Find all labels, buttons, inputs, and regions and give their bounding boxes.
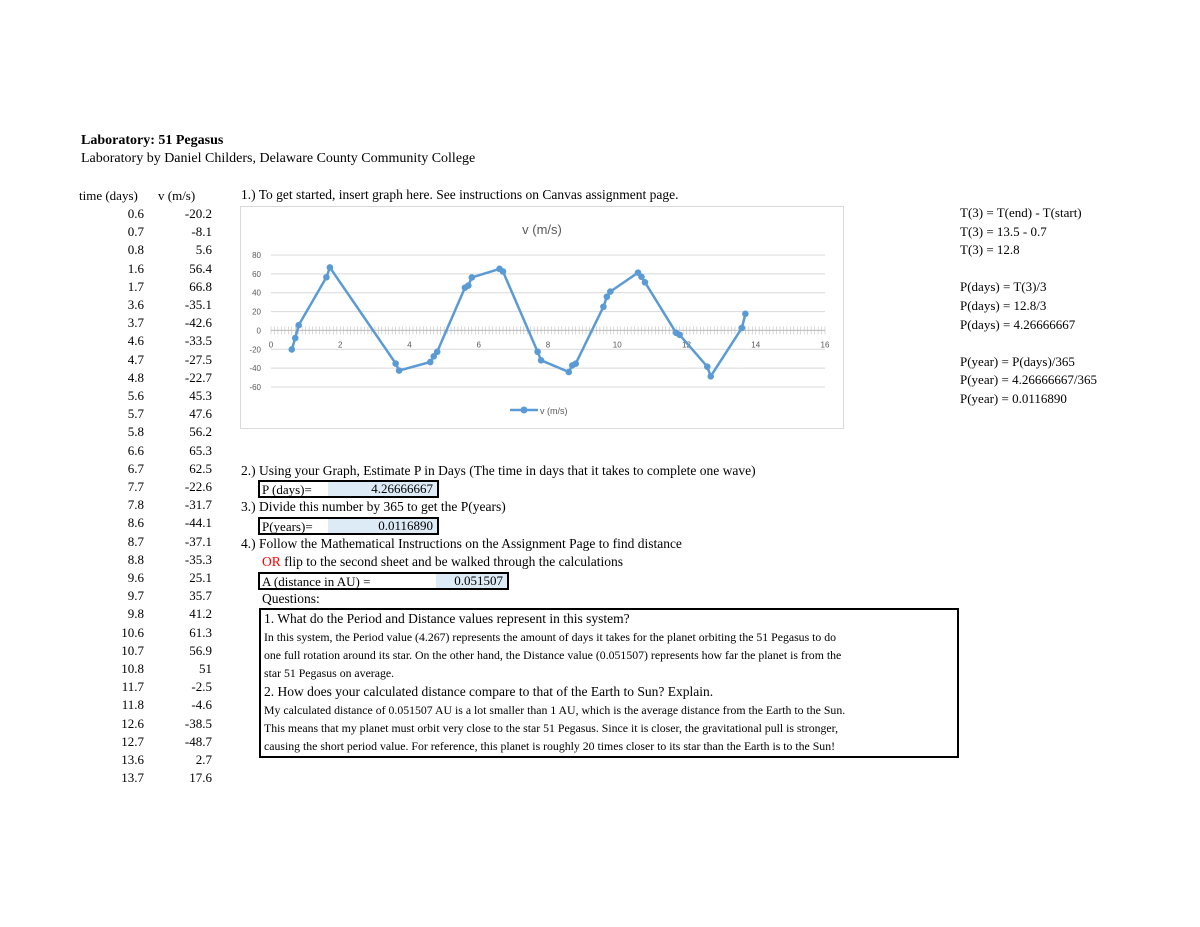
time-cell: 5.6	[127, 388, 144, 403]
data-point	[600, 303, 607, 310]
velocity-cell: -35.3	[184, 551, 212, 567]
velocity-cell: -48.7	[184, 733, 212, 749]
velocity-cell: -8.1	[191, 224, 212, 240]
data-point	[565, 369, 572, 376]
velocity-cell: 35.7	[189, 588, 212, 604]
calculation-line: T(3) = T(end) - T(start)	[960, 205, 1082, 220]
step-2-instruction: 2.) Using your Graph, Estimate P in Days (The time in days that it takes to complete one wave)	[241, 463, 756, 478]
page-subtitle: Laboratory by Daniel Childers, Delaware County Community College	[81, 151, 476, 166]
data-point	[642, 279, 649, 286]
data-point	[676, 331, 683, 338]
calculation-line: P(year) = 0.0116890	[960, 391, 1067, 406]
step-4-instruction: 4.) Follow the Mathematical Instructions on the Assignment Page to find distance	[241, 536, 682, 551]
y-tick-label: 20	[252, 307, 261, 317]
page-title: Laboratory: 51 Pegasus	[81, 133, 224, 148]
answer-1-line-3: star 51 Pegasus on average.	[264, 666, 395, 680]
x-tick-label: 6	[476, 340, 481, 350]
data-point	[534, 348, 541, 355]
p-years-label: P(years)=	[262, 519, 313, 534]
answer-1-line-2: one full rotation around its star. On the other hand, the Distance value (0.051507) represents how far the planet is from the	[264, 648, 842, 662]
calculation-line: P(year) = P(days)/365	[960, 353, 1075, 369]
y-tick-label: -20	[249, 345, 261, 355]
time-cell: 1.7	[127, 278, 144, 294]
distance-label: A (distance in AU) =	[262, 574, 371, 589]
data-point	[323, 274, 330, 281]
data-point	[396, 367, 403, 374]
time-cell: 12.6	[121, 715, 144, 731]
time-cell: 9.7	[127, 588, 144, 604]
distance-box	[258, 572, 509, 590]
velocity-cell: 62.5	[189, 460, 212, 476]
or-rest: flip to the second sheet and be walked through the calculations	[280, 554, 624, 569]
series-line	[292, 267, 746, 376]
velocity-cell: -31.7	[184, 497, 212, 513]
x-tick-label: 2	[338, 340, 343, 350]
time-cell: 11.8	[121, 697, 144, 713]
velocity-cell: 45.3	[189, 388, 212, 403]
velocity-cell: 2.7	[195, 752, 212, 767]
y-tick-label: 80	[252, 251, 261, 260]
time-cell: 1.6	[127, 260, 144, 276]
step-4-alternative	[262, 554, 623, 570]
data-point	[392, 360, 399, 367]
data-point	[572, 360, 579, 367]
x-tick-label: 0	[268, 340, 274, 350]
velocity-cell: -4.6	[191, 697, 212, 713]
data-point	[327, 264, 334, 271]
velocity-cell: 65.3	[189, 442, 212, 458]
time-cell: 8.6	[127, 515, 144, 531]
x-tick-label: 8	[545, 340, 551, 350]
velocity-cell: 5.6	[195, 242, 212, 258]
time-cell: 0.8	[127, 242, 144, 258]
time-cell: 9.6	[127, 570, 144, 585]
questions-box	[259, 608, 959, 758]
velocity-cell: 61.3	[189, 624, 212, 640]
time-cell: 13.6	[121, 752, 144, 767]
time-cell: 0.6	[127, 206, 144, 221]
calculation-line: T(3) = 12.8	[960, 242, 1020, 258]
time-cell: 10.8	[121, 661, 144, 676]
data-point	[607, 288, 614, 295]
velocity-cell: -42.6	[184, 315, 212, 331]
velocity-cell: 25.1	[189, 570, 212, 585]
time-cell: 13.7	[121, 770, 144, 786]
data-point	[427, 359, 434, 366]
col-header-velocity: v (m/s)	[158, 188, 196, 203]
velocity-chart	[240, 206, 844, 429]
data-point	[739, 325, 746, 332]
velocity-cell: 56.4	[189, 260, 212, 276]
calculation-line: P(days) = T(3)/3	[960, 279, 1047, 295]
data-point	[465, 282, 472, 289]
distance-value[interactable]: 0.051507	[436, 574, 507, 588]
velocity-cell: -2.5	[191, 679, 212, 695]
time-cell: 4.7	[127, 351, 144, 367]
velocity-cell: -37.1	[184, 533, 212, 549]
time-cell: 7.7	[127, 479, 144, 494]
or-word: OR	[262, 554, 281, 569]
velocity-cell: -33.5	[184, 333, 212, 349]
data-point	[538, 357, 545, 364]
calculation-line: P(days) = 4.26666667	[960, 316, 1076, 332]
time-cell: 5.8	[127, 424, 144, 440]
time-cell: 11.7	[121, 679, 144, 695]
data-point	[469, 274, 476, 281]
calculation-line: T(3) = 13.5 - 0.7	[960, 223, 1047, 239]
p-years-box	[258, 517, 439, 535]
chart-series	[288, 264, 748, 380]
p-days-box	[258, 480, 439, 498]
velocity-cell: 66.8	[189, 278, 212, 294]
time-cell: 6.7	[127, 460, 144, 476]
time-cell: 3.7	[127, 315, 144, 331]
p-years-value[interactable]: 0.0116890	[328, 519, 437, 533]
step-3-instruction: 3.) Divide this number by 365 to get the P(years)	[241, 499, 506, 514]
time-cell: 8.8	[127, 551, 144, 567]
velocity-cell: -22.7	[184, 369, 212, 385]
y-tick-label: 60	[252, 269, 261, 279]
velocity-cell: 56.9	[189, 642, 212, 658]
data-point	[434, 349, 441, 356]
data-point	[500, 268, 507, 275]
velocity-cell: 51	[199, 661, 212, 676]
y-tick-label: -60	[249, 383, 261, 392]
chart-legend	[510, 406, 568, 416]
x-tick-label: 10	[612, 340, 622, 350]
x-tick-label: 12	[682, 340, 691, 350]
time-cell: 4.6	[127, 333, 144, 349]
time-cell: 12.7	[121, 733, 144, 749]
chart-svg	[241, 207, 843, 428]
p-days-label: P (days)=	[262, 482, 312, 497]
time-cell: 9.8	[127, 606, 144, 622]
y-tick-label: 40	[252, 288, 261, 298]
data-point	[704, 363, 711, 370]
data-point	[295, 322, 302, 329]
velocity-cell: -20.2	[184, 206, 212, 221]
velocity-cell: -44.1	[184, 515, 212, 531]
time-cell: 5.7	[127, 406, 144, 422]
answer-1-line-1: In this system, the Period value (4.267) represents the amount of days it takes for the planet orbiting the 51 Pegasus to do	[264, 630, 837, 644]
answer-2-line-3: causing the short period value. For reference, this planet is roughly 20 times closer to its star than the Earth is to the Sun!	[264, 739, 836, 753]
velocity-cell: 41.2	[189, 606, 212, 622]
time-cell: 6.6	[127, 442, 144, 458]
time-cell: 4.8	[127, 369, 144, 385]
step-1-instruction: 1.) To get started, insert graph here. See instructions on Canvas assignment page.	[241, 187, 679, 202]
time-cell: 8.7	[127, 533, 144, 549]
chart-gridlines	[268, 255, 825, 387]
data-point	[288, 346, 295, 353]
calculation-line: P(year) = 4.26666667/365	[960, 372, 1097, 388]
velocity-cell: -22.6	[184, 479, 212, 494]
time-cell: 0.7	[127, 224, 144, 240]
time-cell: 10.6	[121, 624, 144, 640]
x-tick-label: 4	[407, 340, 412, 350]
p-days-value[interactable]: 4.26666667	[328, 482, 437, 496]
velocity-cell: 47.6	[189, 406, 212, 422]
questions-label: Questions:	[262, 591, 320, 606]
time-cell: 7.8	[127, 497, 144, 513]
question-1: 1. What do the Period and Distance values represent in this system?	[264, 611, 630, 626]
velocity-cell: -27.5	[184, 351, 212, 367]
data-point	[292, 335, 299, 342]
question-2: 2. How does your calculated distance compare to that of the Earth to Sun? Explain.	[264, 684, 714, 699]
y-tick-label: 0	[256, 326, 261, 336]
answer-2-line-1: My calculated distance of 0.051507 AU is a lot smaller than 1 AU, which is the average distance from the Earth to the Sun.	[264, 703, 846, 717]
y-tick-label: -40	[249, 364, 261, 374]
legend-marker	[521, 407, 528, 414]
velocity-cell: 56.2	[189, 424, 212, 440]
data-point	[742, 311, 749, 318]
velocity-cell: -38.5	[184, 715, 212, 731]
data-point	[707, 373, 714, 380]
answer-2-line-2: This means that my planet must orbit very close to the star 51 Pegasus. Since it is closer, the gravitational pull is stronger,	[264, 721, 839, 735]
x-tick-label: 14	[751, 340, 761, 350]
time-cell: 3.6	[127, 297, 144, 312]
x-tick-label: 16	[820, 340, 830, 350]
velocity-cell: -35.1	[184, 297, 212, 312]
chart-title: v (m/s)	[522, 222, 562, 237]
legend-label: v (m/s)	[540, 406, 568, 416]
data-point	[638, 273, 645, 280]
col-header-time: time (days)	[79, 188, 138, 203]
calculation-line: P(days) = 12.8/3	[960, 298, 1047, 313]
velocity-cell: 17.6	[189, 770, 212, 786]
time-cell: 10.7	[121, 642, 144, 658]
